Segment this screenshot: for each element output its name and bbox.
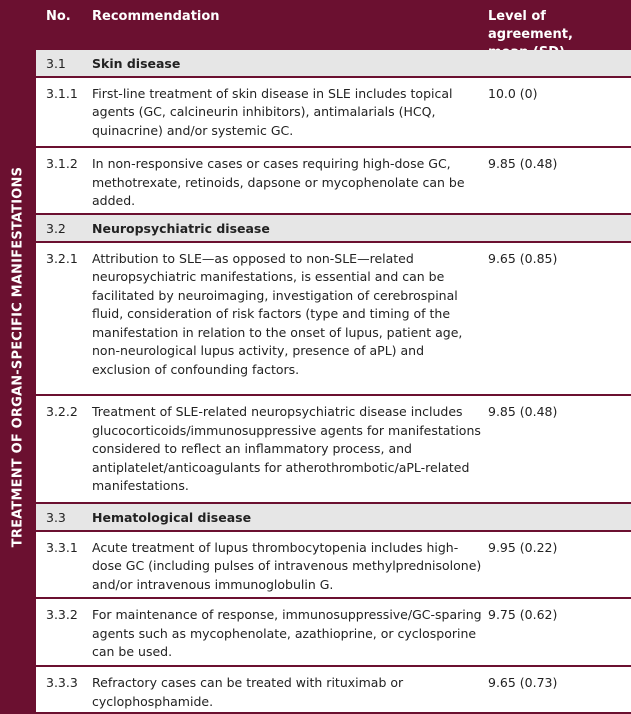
row-number: 3.1.2: [46, 156, 78, 172]
row-number: 3.3.2: [46, 607, 78, 623]
agreement-level: 9.85 (0.48): [488, 156, 558, 172]
header-recommendation: Recommendation: [92, 9, 220, 24]
table-header: [36, 0, 631, 50]
section-row: [36, 215, 631, 243]
section-row: [36, 50, 631, 78]
agreement-level: 9.65 (0.85): [488, 250, 558, 266]
table-row: [36, 148, 631, 215]
agreement-level: 9.75 (0.62): [488, 607, 558, 623]
row-number: 3.2.2: [46, 404, 78, 420]
side-banner-label: TREATMENT OF ORGAN-SPECIFIC MANIFESTATIONS: [10, 166, 26, 548]
agreement-level: 9.95 (0.22): [488, 539, 558, 555]
header-no: No.: [46, 9, 71, 24]
table-row: [36, 599, 631, 667]
recommendation-text: Acute treatment of lupus thrombocytopenia includes high-dose GC (including pulses of intravenous methylprednisolone) and/or intravenous immunoglobulin G.: [92, 539, 482, 592]
recommendation-text: Treatment of SLE-related neuropsychiatric disease includes glucocorticoids/immunosuppressive agents for manifestations considered to reflect an inflammatory process, and antiplatelet/anticoagulants for atherothrombotic/aPL-related manifestations.: [92, 404, 481, 494]
recommendation-text: Refractory cases can be treated with rituximab or cyclophosphamide.: [92, 675, 404, 709]
row-number: 3.3.1: [46, 539, 78, 555]
section-row: [36, 504, 631, 532]
row-number: 3.3: [46, 509, 66, 525]
row-number: 3.3.3: [46, 675, 78, 691]
table-row: [36, 667, 631, 714]
agreement-level: 10.0 (0): [488, 85, 538, 101]
row-number: 3.2.1: [46, 250, 78, 266]
table-row: [36, 243, 631, 396]
recommendations-table: [36, 0, 631, 714]
agreement-level: 9.65 (0.73): [488, 675, 558, 691]
section-title: Neuropsychiatric disease: [92, 221, 270, 237]
row-number: 3.1.1: [46, 85, 78, 101]
row-number: 3.1: [46, 55, 66, 71]
header-level-line1: Level of agreement,: [488, 9, 573, 42]
agreement-level: 9.85 (0.48): [488, 404, 558, 420]
recommendation-text: For maintenance of response, immunosuppressive/GC-sparing agents such as mycophenolate, azathioprine, or cyclosporine can be used.: [92, 607, 482, 660]
row-number: 3.2: [46, 221, 66, 237]
recommendation-text: Attribution to SLE—as opposed to non-SLE—related neuropsychiatric manifestations, is essential and can be facilitated by neuroimaging, investigation of cerebrospinal fluid, consideration of risk factors (type and timing of the manifestation in relation to the onset of lupus, patient age, non-neurological lupus activity, presence of aPL) and exclusion of confounding factors.: [92, 250, 463, 377]
side-banner: [0, 0, 36, 714]
table-row: [36, 532, 631, 600]
section-title: Skin disease: [92, 55, 181, 71]
section-title: Hematological disease: [92, 509, 252, 525]
table-row: [36, 396, 631, 504]
table-row: [36, 78, 631, 149]
recommendation-text: First-line treatment of skin disease in SLE includes topical agents (GC, calcineurin inhibitors), antimalarials (HCQ, quinacrine) and/or systemic GC.: [92, 85, 453, 138]
recommendation-text: In non-responsive cases or cases requiring high-dose GC, methotrexate, retinoids, dapsone or mycophenolate can be added.: [92, 156, 465, 209]
